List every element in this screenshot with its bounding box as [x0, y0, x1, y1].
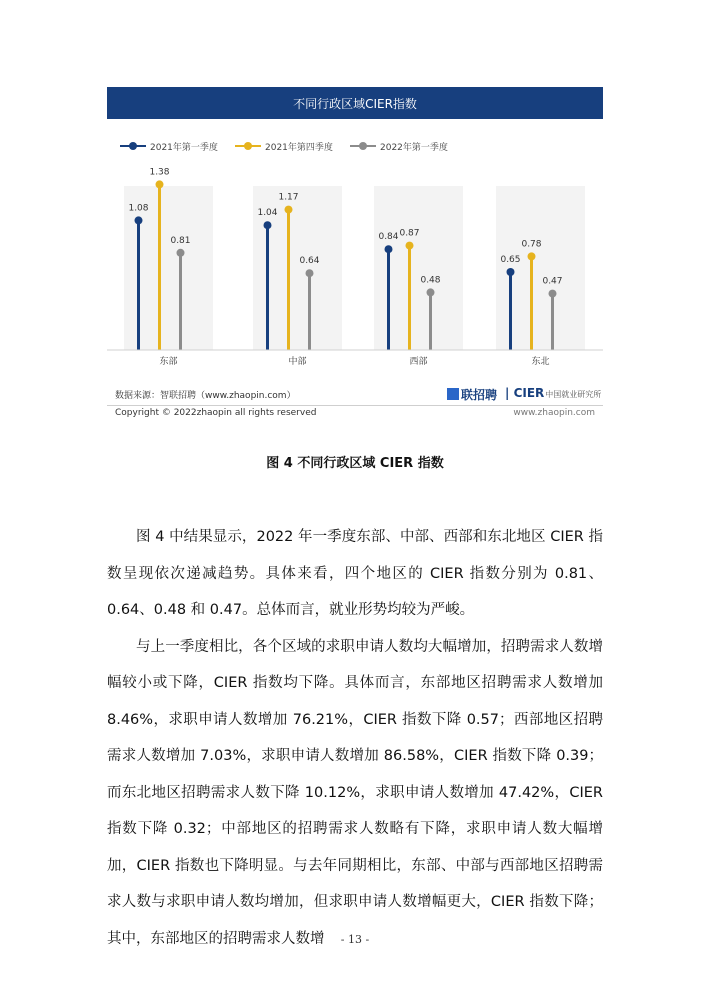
data-label: 0.65: [500, 255, 521, 265]
legend-marker-icon: [235, 139, 261, 153]
site-url: www.zhaopin.com: [513, 408, 595, 418]
category-label: 西部: [409, 357, 428, 367]
legend-marker-icon: [120, 139, 146, 153]
legend-label: 2022年第一季度: [380, 142, 448, 153]
data-label: 1.17: [278, 192, 299, 203]
copyright-text: Copyright © 2022zhaopin all rights reserved: [115, 408, 317, 418]
chart-header-bar: [107, 87, 603, 119]
lollipop-dot: [306, 269, 314, 277]
lollipop-dot: [406, 242, 414, 250]
category-label: 中部: [288, 357, 307, 367]
data-label: 0.84: [378, 232, 399, 243]
legend-item-2021q4: [235, 139, 333, 153]
legend-marker-icon: [350, 139, 376, 153]
lollipop-dot: [156, 180, 164, 188]
figure-caption: 图 4 不同行政区域 CIER 指数: [266, 456, 444, 471]
page-number: - 13 -: [340, 933, 370, 946]
lollipop-dot: [427, 288, 435, 296]
cier-logo: | CIER中国就业研究所: [505, 386, 602, 400]
chart-title: 不同行政区域CIER指数: [293, 96, 417, 111]
zhilian-logo-icon: [447, 388, 459, 400]
lollipop-dot: [385, 245, 393, 253]
data-label: 0.81: [170, 235, 191, 246]
data-label: 0.87: [399, 228, 420, 239]
lollipop-dot: [264, 221, 272, 229]
category-label: 东北: [531, 357, 550, 367]
lollipop-dot: [177, 249, 185, 257]
legend-label: 2021年第四季度: [265, 142, 333, 153]
data-label: 1.08: [128, 203, 149, 214]
footer-divider: [107, 405, 603, 406]
data-label: 1.04: [257, 208, 278, 219]
data-label: 0.48: [420, 275, 441, 286]
lollipop-dot: [285, 206, 293, 214]
lollipop-dot: [549, 290, 557, 298]
data-label: 0.78: [521, 239, 542, 250]
body-text: [107, 519, 603, 957]
lollipop-chart: [107, 160, 603, 376]
legend-label: 2021年第一季度: [150, 142, 218, 153]
chart-footer: [107, 384, 603, 404]
paragraph: 与上一季度相比，各个区域的求职申请人数均大幅增加，招聘需求人数增幅较小或下降，CIER 指数均下降。具体而言，东部地区招聘需求人数增加 8.46%，求职申请人数增加 76.21%，CIER 指数下降 0.57；西部地区招聘需求人数增加 7.03%，求职申请人数增加 86.58%，CIER 指数下降 0.39；而东北地区招聘需求人数下降 10.12%，求职申请人数增加 47.42%，CIER 指数下降 0.32；中部地区的招聘需求人数略有下降，求职申请人数大幅增加，CIER 指数也下降明显。与去年同期相比，东部、中部与西部地区招聘需求人数与求职申请人数均增加，但求职申请人数增幅更大，CIER 指数下降；其中，东部地区的招聘需求人数增: [107, 638, 603, 947]
data-label: 1.38: [149, 167, 170, 178]
paragraph: 图 4 中结果显示，2022 年一季度东部、中部、西部和东北地区 CIER 指数呈现依次递减趋势。具体来看，四个地区的 CIER 指数分别为 0.81、0.64、0.48 和 0.47。总体而言，就业形势均较为严峻。: [107, 529, 603, 618]
zhilian-logo: 联招聘: [447, 386, 497, 403]
data-label: 0.64: [299, 256, 320, 267]
category-label: 东部: [159, 357, 178, 367]
lollipop-dot: [135, 216, 143, 224]
legend-item-2022q1: [350, 139, 448, 153]
data-source-text: 数据来源：智联招聘（www.zhaopin.com）: [115, 391, 296, 401]
data-label: 0.47: [542, 276, 563, 287]
lollipop-dot: [528, 252, 536, 260]
lollipop-dot: [507, 268, 515, 276]
legend-item-2021q1: [120, 139, 218, 153]
